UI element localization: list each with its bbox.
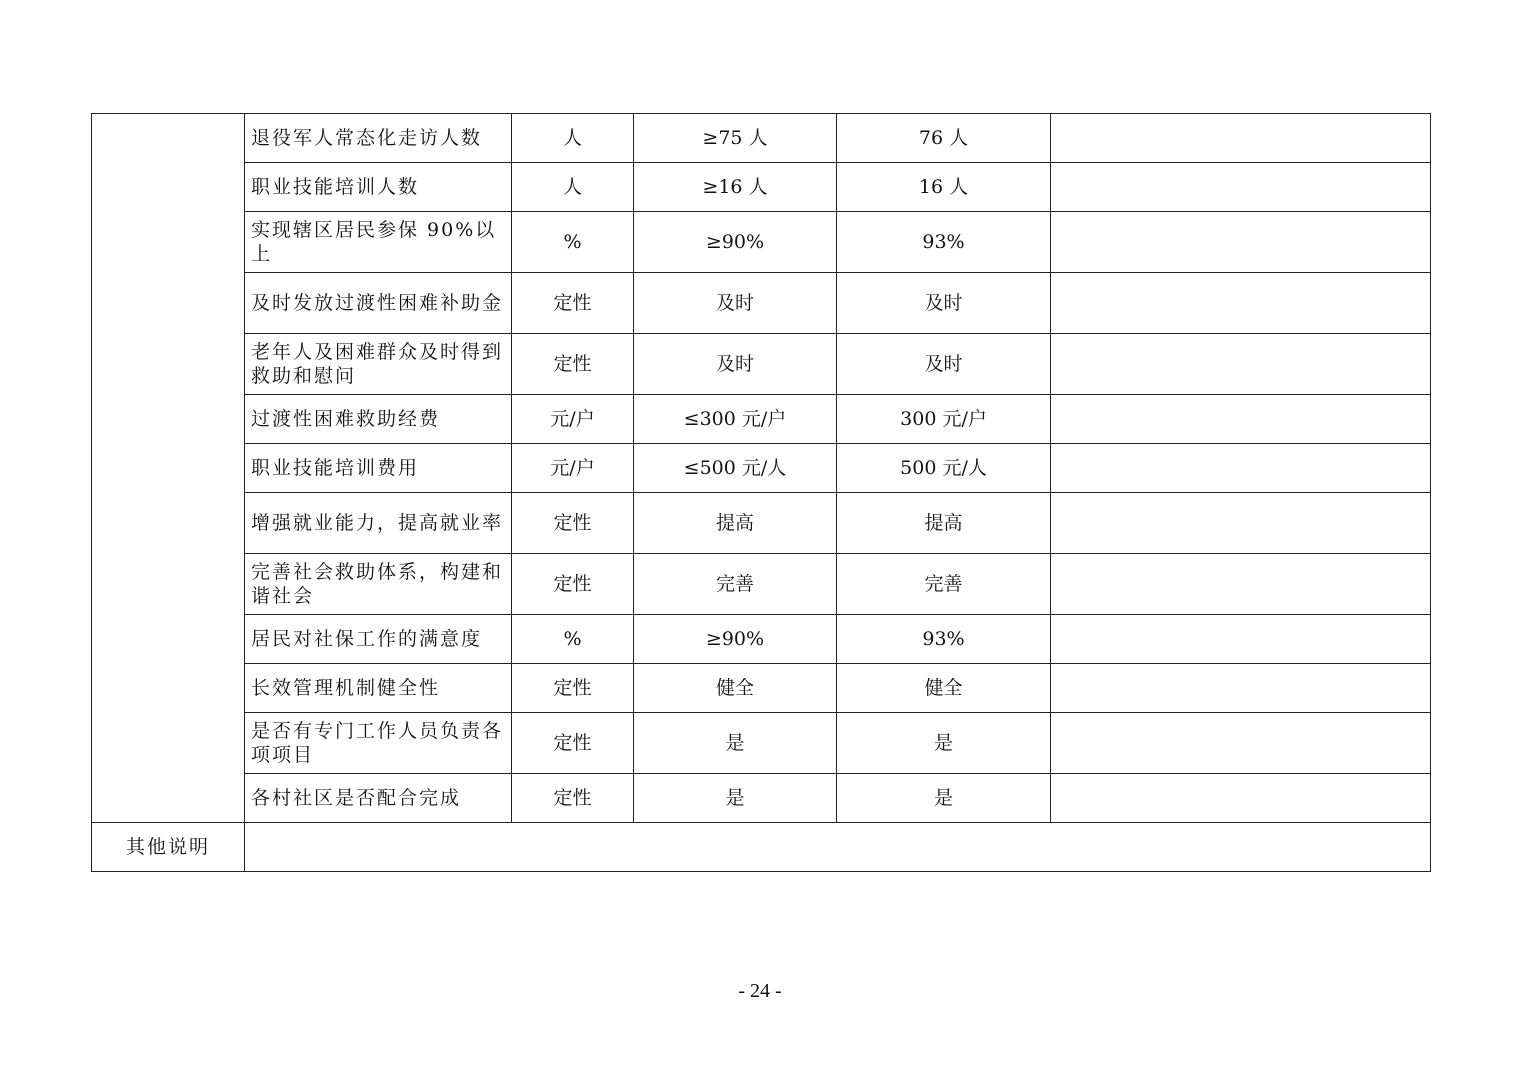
unit-cell: 元/户: [512, 444, 634, 493]
actual-cell: 93%: [837, 615, 1051, 664]
table-row: [92, 713, 1431, 774]
actual-cell: 是: [837, 713, 1051, 774]
unit-cell: 定性: [512, 554, 634, 615]
indicator-cell: 退役军人常态化走访人数: [245, 114, 512, 163]
table-row: [92, 493, 1431, 554]
note-cell: [1051, 114, 1431, 163]
unit-cell: 定性: [512, 713, 634, 774]
actual-cell: 完善: [837, 554, 1051, 615]
note-cell: [1051, 395, 1431, 444]
table-row: [92, 664, 1431, 713]
note-cell: [1051, 334, 1431, 395]
target-cell: 是: [634, 713, 837, 774]
indicator-cell: 完善社会救助体系，构建和谐社会: [245, 554, 512, 615]
actual-cell: 300 元/户: [837, 395, 1051, 444]
indicator-cell: 老年人及困难群众及时得到救助和慰问: [245, 334, 512, 395]
target-cell: ≥90%: [634, 615, 837, 664]
actual-cell: 及时: [837, 334, 1051, 395]
table-row: [92, 163, 1431, 212]
target-cell: 是: [634, 774, 837, 823]
indicator-cell: 过渡性困难救助经费: [245, 395, 512, 444]
indicator-cell: 实现辖区居民参保 90%以上: [245, 212, 512, 273]
actual-cell: 是: [837, 774, 1051, 823]
table-row: [92, 774, 1431, 823]
unit-cell: 人: [512, 114, 634, 163]
actual-cell: 及时: [837, 273, 1051, 334]
indicator-cell: 增强就业能力，提高就业率: [245, 493, 512, 554]
other-notes-row: [92, 823, 1431, 872]
actual-cell: 健全: [837, 664, 1051, 713]
note-cell: [1051, 163, 1431, 212]
note-cell: [1051, 713, 1431, 774]
table-row: [92, 554, 1431, 615]
unit-cell: 元/户: [512, 395, 634, 444]
note-cell: [1051, 774, 1431, 823]
note-cell: [1051, 615, 1431, 664]
actual-cell: 500 元/人: [837, 444, 1051, 493]
table-row: [92, 273, 1431, 334]
table-row: [92, 444, 1431, 493]
note-cell: [1051, 273, 1431, 334]
unit-cell: %: [512, 615, 634, 664]
actual-cell: 提高: [837, 493, 1051, 554]
target-cell: 提高: [634, 493, 837, 554]
target-cell: ≤500 元/人: [634, 444, 837, 493]
unit-cell: 定性: [512, 774, 634, 823]
actual-cell: 93%: [837, 212, 1051, 273]
indicator-cell: 各村社区是否配合完成: [245, 774, 512, 823]
unit-cell: 定性: [512, 664, 634, 713]
indicator-cell: 及时发放过渡性困难补助金: [245, 273, 512, 334]
unit-cell: 人: [512, 163, 634, 212]
unit-cell: 定性: [512, 273, 634, 334]
target-cell: ≥16 人: [634, 163, 837, 212]
unit-cell: 定性: [512, 493, 634, 554]
target-cell: ≤300 元/户: [634, 395, 837, 444]
note-cell: [1051, 444, 1431, 493]
performance-table: [91, 113, 1431, 872]
target-cell: 及时: [634, 273, 837, 334]
unit-cell: 定性: [512, 334, 634, 395]
unit-cell: %: [512, 212, 634, 273]
indicator-cell: 职业技能培训人数: [245, 163, 512, 212]
note-cell: [1051, 212, 1431, 273]
target-cell: 健全: [634, 664, 837, 713]
indicator-cell: 居民对社保工作的满意度: [245, 615, 512, 664]
table-row: [92, 114, 1431, 163]
indicator-cell: 职业技能培训费用: [245, 444, 512, 493]
target-cell: ≥75 人: [634, 114, 837, 163]
actual-cell: 76 人: [837, 114, 1051, 163]
note-cell: [1051, 493, 1431, 554]
category-cell-empty: [92, 114, 245, 823]
target-cell: 完善: [634, 554, 837, 615]
table-row: [92, 334, 1431, 395]
table-row: [92, 615, 1431, 664]
note-cell: [1051, 554, 1431, 615]
note-cell: [1051, 664, 1431, 713]
other-notes-content: [245, 823, 1431, 872]
table-row: [92, 395, 1431, 444]
indicator-cell: 长效管理机制健全性: [245, 664, 512, 713]
target-cell: 及时: [634, 334, 837, 395]
target-cell: ≥90%: [634, 212, 837, 273]
actual-cell: 16 人: [837, 163, 1051, 212]
other-notes-label: 其他说明: [92, 823, 245, 872]
indicator-cell: 是否有专门工作人员负责各项项目: [245, 713, 512, 774]
table-row: [92, 212, 1431, 273]
page-number: - 24 -: [738, 980, 782, 1002]
